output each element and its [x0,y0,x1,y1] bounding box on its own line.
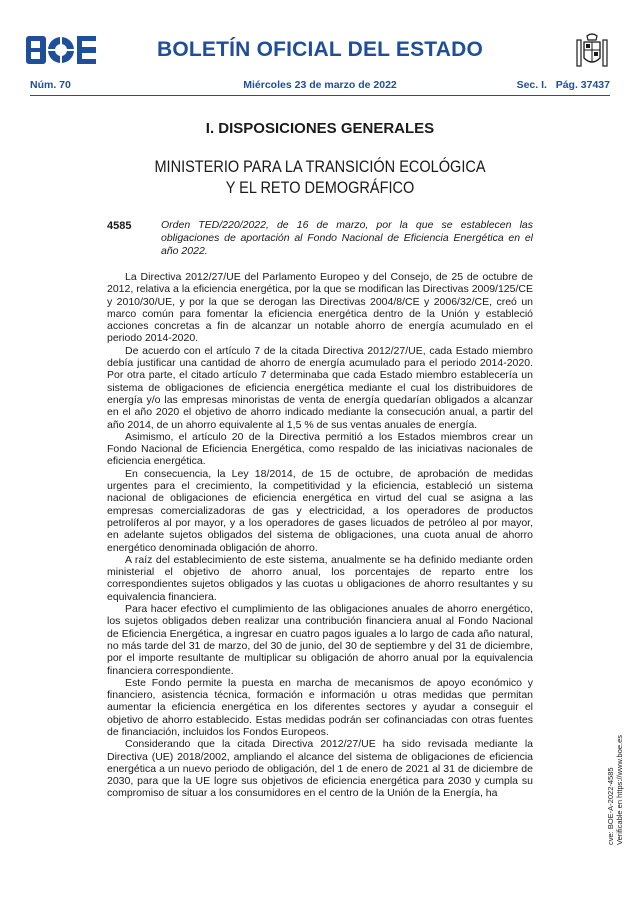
verify-link[interactable]: Verificable en https://www.boe.es [615,734,624,845]
paragraph: La Directiva 2012/27/UE del Parlamento Europeo y del Consejo, de 25 de octubre de 2012, relativa a la eficiencia energética, por la que se modifican las Directivas 2009/125/CE y 2010/30/UE, y por la que se derogan las Directivas 2004/8/CE y 2006/32/CE, creó un marco común para fomentar la eficiencia energética dentro de la Unión y estableció acciones concretas a fin de alcanzar un notable ahorro de energía acumulado en el periodo 2014-2020. [107,271,533,345]
verification-note [606,735,624,845]
ministry-line-1: MINISTERIO PARA LA TRANSICIÓN ECOLÓGICA [154,158,486,176]
coat-of-arms-icon [574,32,610,70]
header-divider [30,95,610,96]
issue-date: Miércoles 23 de marzo de 2022 [243,79,397,91]
document-body [107,271,533,800]
section-title: I. DISPOSICIONES GENERALES [205,120,435,137]
section-page: Sec. I. Pág. 37437 [516,79,610,91]
order-title: Orden TED/220/2022, de 16 de marzo, por la que se establecen las obligaciones de aportación al Fondo Nacional de Eficiencia Energética en el año 2022. [161,219,533,257]
paragraph: En consecuencia, la Ley 18/2014, de 15 de octubre, de aprobación de medidas urgentes para el crecimiento, la competitividad y la eficiencia, estableció un sistema nacional de obligaciones de eficiencia energética en virtud del cual se asigna a las empresas comercializadoras de gas y electricidad, a los operadores de productos petrolíferos al por mayor, y a los operadores de gases licuados de petróleo al por mayor, en adelante sujetos obligados del sistema de obligaciones, una cuota anual de ahorro energético denominada obligación de ahorro. [107,467,533,554]
paragraph: Asimismo, el artículo 20 de la Directiva permitió a los Estados miembros crear un Fondo Nacional de Eficiencia Energética, como respaldo de las iniciativas nacionales de eficiencia energética. [107,430,533,468]
publication-title: BOLETÍN OFICIAL DEL ESTADO [156,38,484,61]
issue-number: Núm. 70 [30,79,71,91]
paragraph: Considerando que la citada Directiva 2012/27/UE ha sido revisada mediante la Directiva (UE) 2018/2002, ampliando el alcance del sistema de obligaciones de eficiencia energética a un nuevo periodo de obligación, del 1 de enero de 2021 al 31 de diciembre de 2030, para que la UE logre sus objetivos de eficiencia energética para 2030 y cumpla su compromiso de situar a los consumidores en el centro de la Unión de la Energía, ha [107,738,533,800]
paragraph: Este Fondo permite la puesta en marcha de mecanismos de apoyo económico y financiero, asistencia técnica, formación e información u otras medidas que permitan aumentar la eficiencia energética en los diferentes sectores y ayudar a conseguir el objetivo de ahorro establecido. Estas medidas podrán ser cofinanciadas con otras fuentes de financiación, incluidos los Fondos Europeos. [107,676,533,738]
ministry-line-2: Y EL RETO DEMOGRÁFICO [225,179,415,197]
paragraph: Para hacer efectivo el cumplimiento de las obligaciones anuales de ahorro energético, los sujetos obligados deben realizar una contribución financiera anual al Fondo Nacional de Eficiencia Energética, a ingresar en cuatro pagos iguales a lo largo de cada año natural, no más tarde del 31 de marzo, del 30 de junio, del 30 de septiembre y del 31 de diciembre, por el importe resultante de multiplicar su obligación de ahorro anual por la equivalencia financiera correspondiente. [107,603,533,677]
ministry-heading [38,157,601,199]
paragraph: De acuerdo con el artículo 7 de la citada Directiva 2012/27/UE, cada Estado miembro debía justificar una cantidad de ahorro de energía acumulado para el periodo 2014-2020. Por otra parte, el citado artículo 7 determinaba que cada Estado miembro establecería un sistema de obligaciones de eficiencia energética mediante el cual los distribuidores de energía y/o las empresas minoristas de venta de energía quedarían obligados a alcanzar en el año 2020 el objetivo de ahorro indicado mediante la consecución anual, a partir del año 2014, de un ahorro equivalente al 1,5 % de sus ventas anuales de energía. [107,344,533,431]
header-meta-bar [30,79,610,95]
paragraph: A raíz del establecimiento de este sistema, anualmente se ha definido mediante orden ministerial el objetivo de ahorro anual, los porcentajes de reparto entre los correspondientes sujetos obligados y las cuotas u obligaciones de ahorro resultantes y su equivalencia financiera. [107,553,533,603]
cve-code: cve: BOE-A-2022-4585 [606,767,615,845]
order-number: 4585 [107,220,132,232]
